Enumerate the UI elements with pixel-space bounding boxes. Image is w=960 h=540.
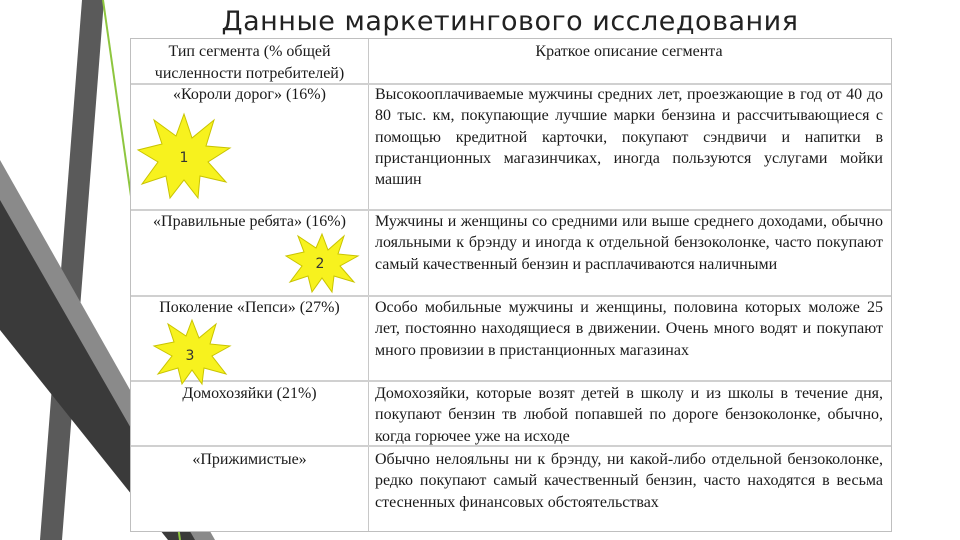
column-divider: [368, 39, 369, 531]
star-label-1: 1: [179, 150, 189, 166]
description-thrifty: Обычно нелояльны ни к брэнду, ни какой-либо отдельной бензоколонке, редко покупают самый качественный бензин, часто находятся в весьма стесненных финансовых обстоятельствах: [375, 451, 883, 511]
segment-thrifty: «Прижимистые»: [192, 451, 307, 468]
star-label-3: 3: [185, 348, 195, 364]
description-pepsi-generation: Особо мобильные мужчины и женщины, половина которых моложе 25 лет, постоянно находящиеся в движении. Очень много водят и покупают много провизии в пристанционных магазинах: [375, 299, 883, 359]
slide-title: Данные маркетингового исследования: [221, 6, 799, 37]
segment-right-guys: «Правильные ребята» (16%): [153, 213, 346, 230]
description-right-guys: Мужчины и женщины со средними или выше среднего доходами, обычно лояльными к брэнду и иногда к отдельной бензоколонке, часто покупают самый качественный бензин и расплачиваются наличными: [375, 213, 883, 273]
header-segment: Тип сегмента (% общей численности потребителей): [154, 43, 345, 82]
star-badge-2: [284, 232, 360, 294]
description-kings-of-road: Высокооплачиваемые мужчины средних лет, проезжающие в год от 40 до 80 тыс. км, покупающие лучшие марки бензина и рассчитывающиеся с помощью кредитной карточки, покупают сэндвичи и напитки в пристанционных магазинчиках, иногда пользуются услугами мойки машин: [375, 86, 883, 189]
description-housewives: Домохозяйки, которые возят детей в школу и из школы в течение дня, покупают бензин тв любой попавшей по дороге бензоколонке, обычно, когда горючее уже на исходе: [375, 385, 883, 445]
star-badge-1: [136, 112, 232, 200]
row-separator: [131, 445, 891, 447]
star-label-2: 2: [315, 256, 325, 272]
segments-table: [130, 38, 892, 532]
row-separator: [131, 380, 891, 382]
header-description: Краткое описание сегмента: [535, 43, 723, 60]
segment-housewives: Домохозяйки (21%): [182, 385, 317, 402]
segment-pepsi-generation: Поколение «Пепси» (27%): [159, 299, 340, 316]
star-badge-3: [152, 318, 232, 386]
segment-kings-of-road: «Короли дорог» (16%): [173, 86, 326, 103]
